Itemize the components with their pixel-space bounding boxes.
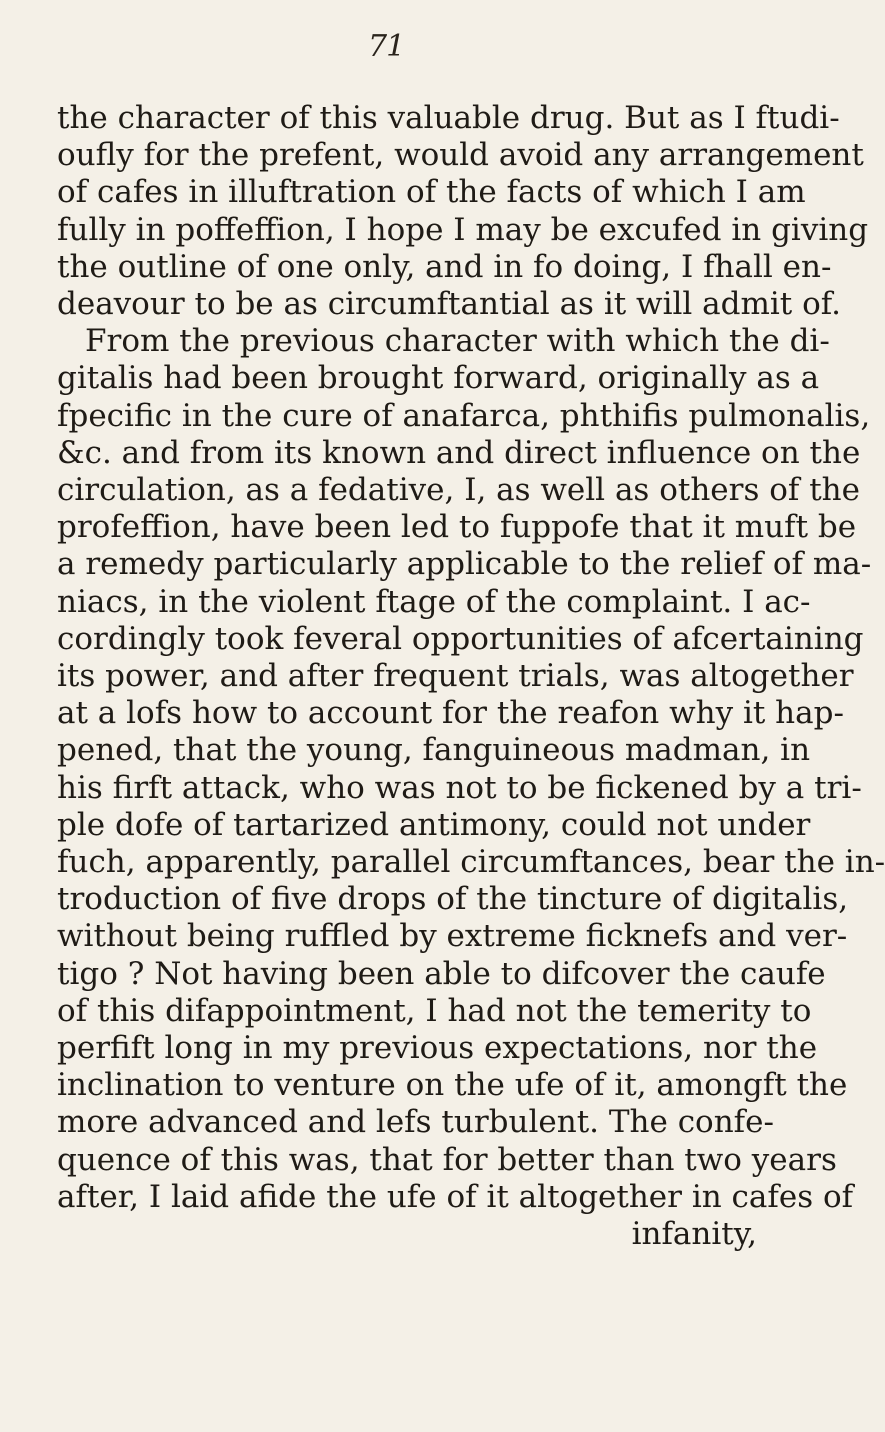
text-line: &c. and from its known and direct influence on the [57,434,861,471]
text-line: its power, and after frequent trials, was altogether [57,658,854,695]
text-line: quence of this was, that for better than two years [57,1141,837,1178]
text-line: deavour to be as circumftantial as it will admit of. [57,286,842,323]
page-number: 71 [368,29,405,64]
text-line: fuch, apparently, parallel circumftances, bear the in- [57,844,885,881]
text-line: at a lofs how to account for the reafon why it hap- [57,695,844,732]
body-text [57,100,885,1253]
text-line: cordingly took feveral opportunities of afcertaining [57,620,864,657]
text-line: inclination to venture on the ufe of it, amongft the [57,1067,848,1104]
text-line: From the previous character with which the di- [85,323,830,360]
text-line: fully in poffeffion, I hope I may be excufed in giving [57,211,869,248]
text-line: after, I laid afide the ufe of it altogether in cafes of [57,1178,854,1215]
text-line: circulation, as a fedative, I, as well as others of the [57,472,860,509]
text-line: a remedy particularly applicable to the relief of ma- [57,546,872,583]
text-line: oufly for the prefent, would avoid any arrangement [57,137,864,174]
text-line: his firft attack, who was not to be fickened by a tri- [57,769,862,806]
text-line: the character of this valuable drug. But as I ftudi- [57,100,840,136]
text-line: ple dofe of tartarized antimony, could not under [57,806,811,843]
text-line: of cafes in illuftration of the facts of which I am [57,174,806,211]
text-line: pened, that the young, fanguineous madman, in [57,732,811,769]
text-line: without being ruffled by extreme ficknefs and ver- [57,918,848,955]
text-line: tigo ? Not having been able to difcover the caufe [57,955,826,992]
text-line: troduction of five drops of the tincture of digitalis, [57,881,849,918]
text-line: gitalis had been brought forward, originally as a [57,360,820,397]
text-line: the outline of one only, and in fo doing, I fhall en- [57,248,832,285]
text-line: more advanced and lefs turbulent. The confe- [57,1104,774,1141]
text-line: niacs, in the violent ftage of the complaint. I ac- [57,583,811,620]
text-line: profeffion, have been led to fuppofe that it muft be [57,509,857,546]
text-line: perfift long in my previous expectations, nor the [57,1030,818,1067]
catchword-line: infanity, [631,1216,757,1253]
text-line: of this difappointment, I had not the temerity to [57,992,812,1029]
text-line: fpecific in the cure of anafarca, phthifis pulmonalis, [57,397,871,434]
